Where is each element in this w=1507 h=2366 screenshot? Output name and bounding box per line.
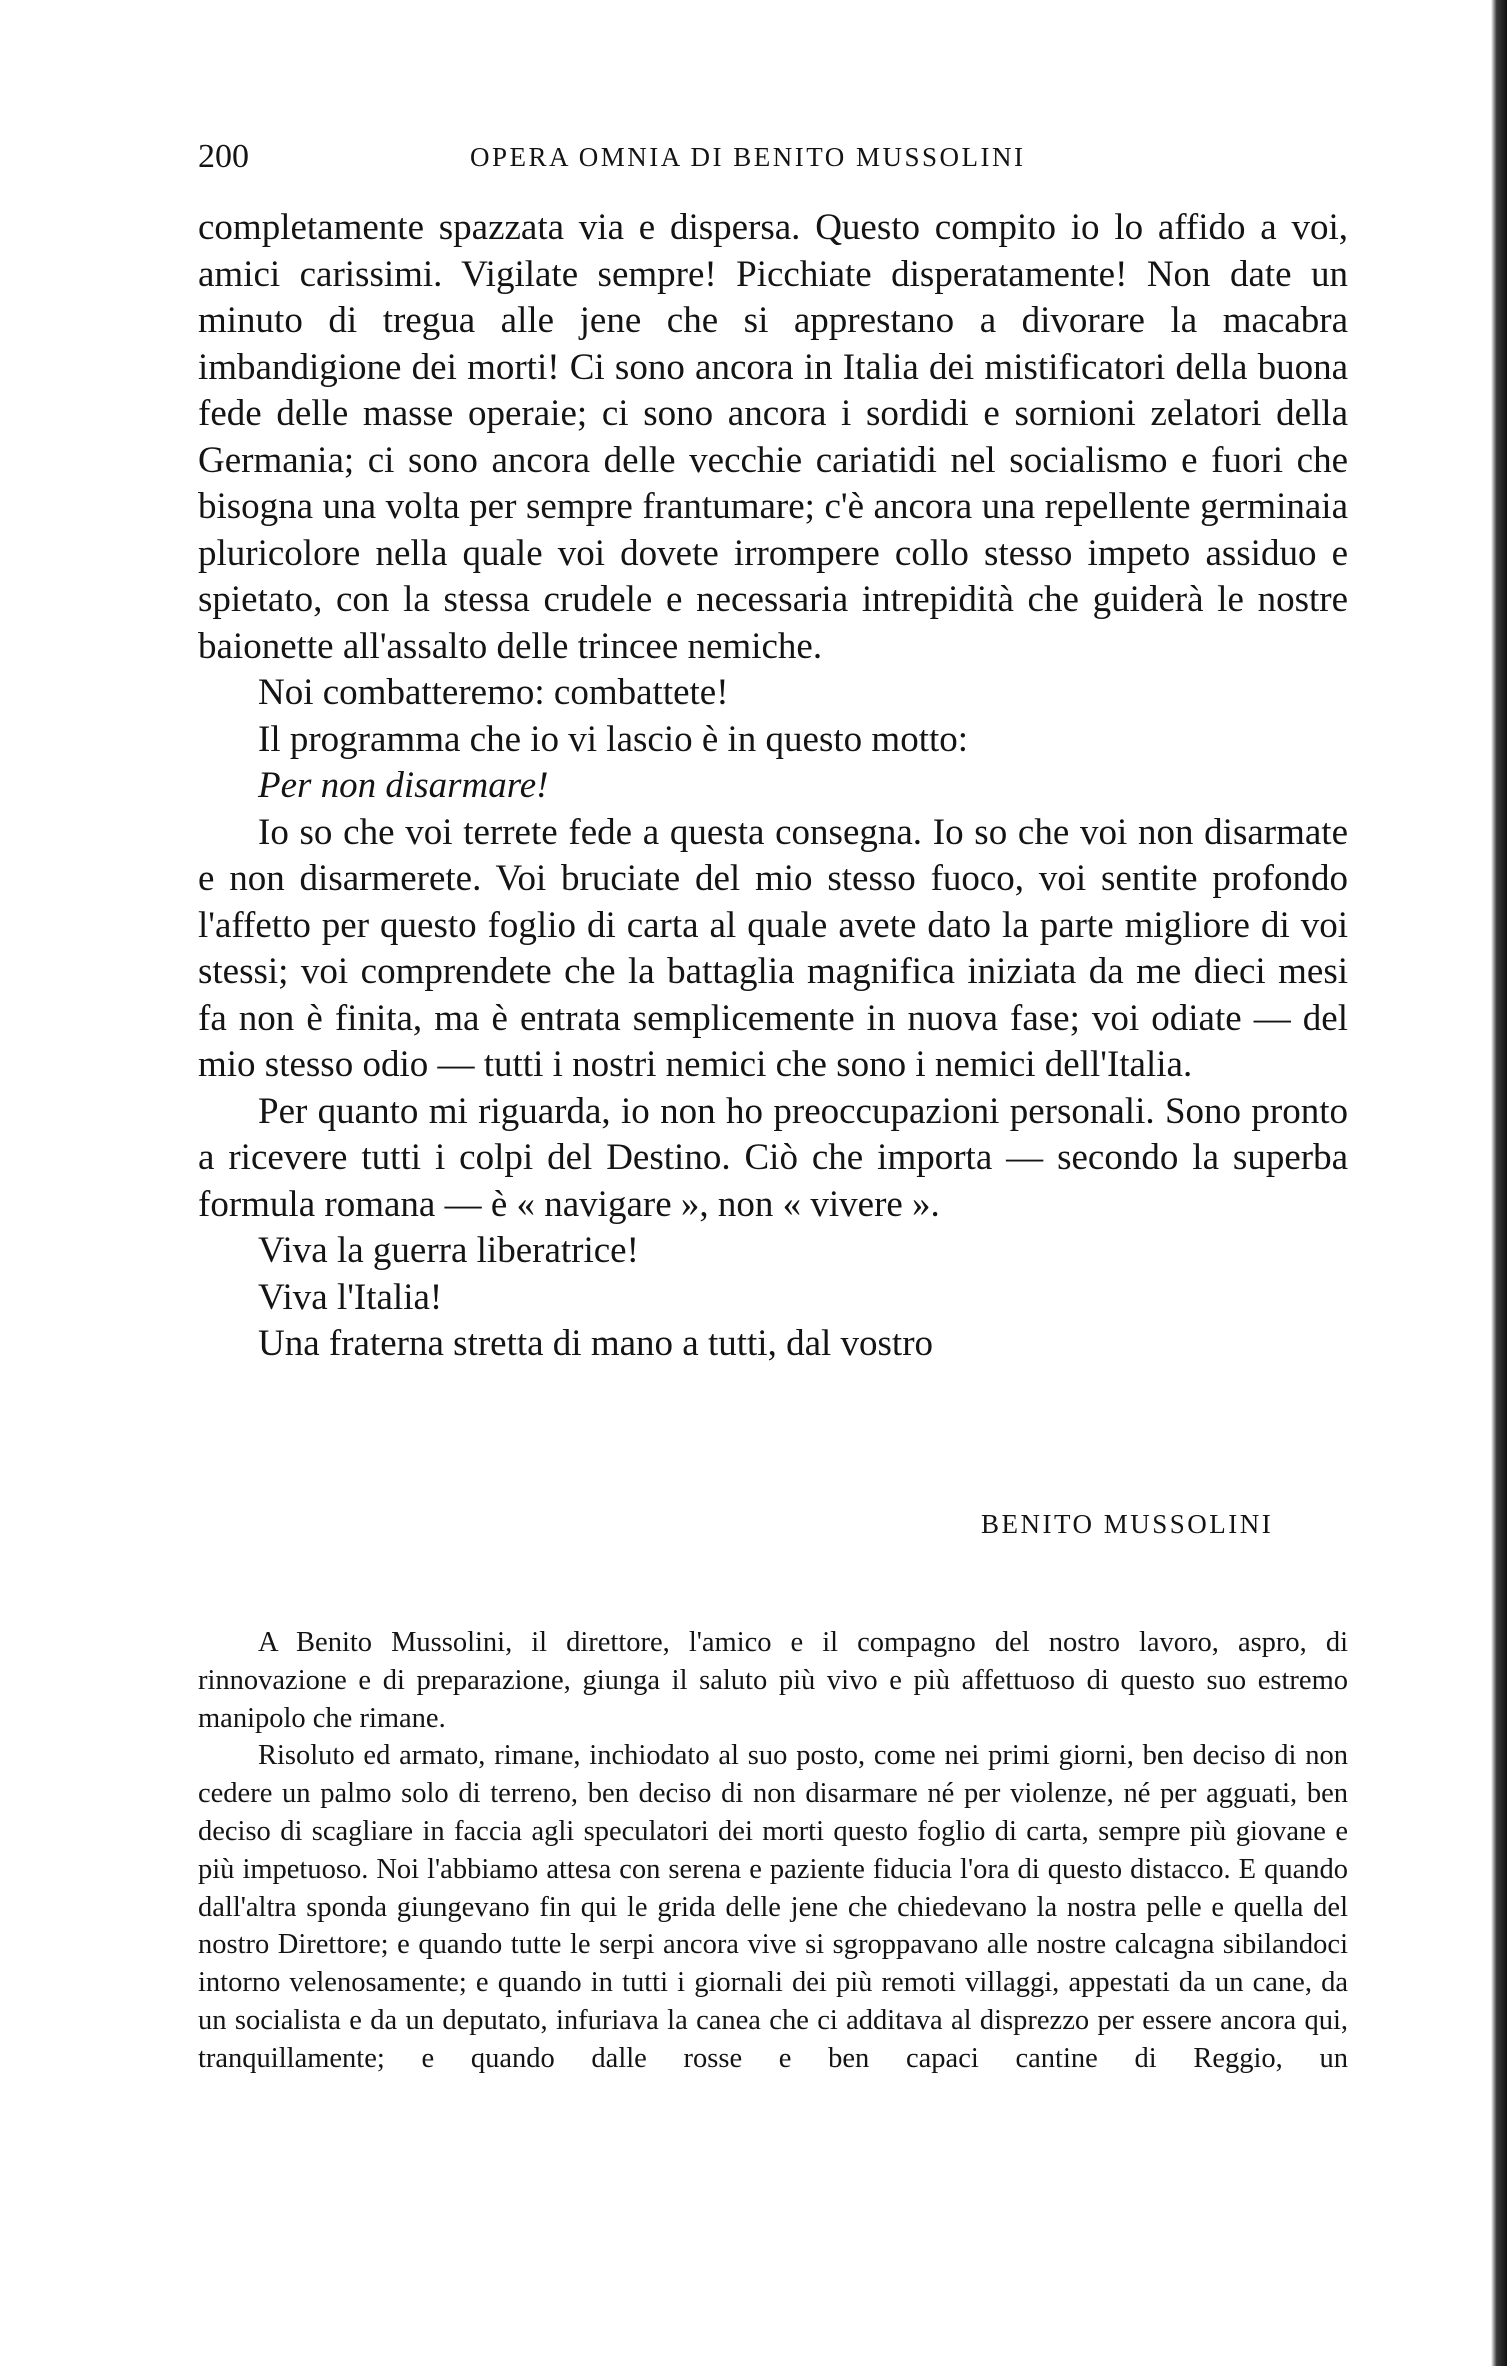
editorial-paragraph: Risoluto ed armato, rimane, inchiodato al suo posto, come nei primi giorni, ben deciso di non cedere un palmo solo di terreno, ben deciso di non disarmare né per violenze, né per agguati, ben deciso di scagliare in faccia agli speculatori dei morti questo foglio di carta, sempre più giovane e più impetuoso. Noi l'abbiamo attesa con serena e paziente fiducia l'ora di questo distacco. E quando dall'altra sponda giungevano fin qui le grida delle jene che chiedevano la nostra pelle e quella del nostro Direttore; e quando tutte le serpi ancora vive si sgroppavano alle nostre calcagna sibilandoci intorno velenosamente; e quando in tutti i giornali dei più remoti villaggi, appestati da un cane, da un socialista e da un deputato, infuriava la canea che ci additava al disprezzo per essere ancora qui, tranquillamente; e quando dalle rosse e ben capaci cantine di Reggio, un: [198, 1740, 1348, 2074]
motto: [198, 763, 1348, 810]
body-paragraph: Viva l'Italia!: [258, 1276, 443, 1318]
editorial-paragraph: A Benito Mussolini, il direttore, l'amico e il compagno del nostro lavoro, aspro, di rinnovazione e di preparazione, giunga il saluto più vivo e più affettuoso di questo suo estremo manipolo che rimane.: [198, 1627, 1348, 1734]
page-number: 200: [198, 138, 249, 175]
signature: BENITO MUSSOLINI: [981, 1509, 1274, 1539]
body-paragraph: Una fraterna stretta di mano a tutti, dal vostro: [258, 1323, 934, 1364]
body-paragraph: completamente spazzata via e dispersa. Questo compito io lo affido a voi, amici carissimi. Vigilate sempre! Picchiate disperatamente! Non date un minuto di tregua alle jene che si apprestano a divorare la macabra imbandigione dei morti! Ci sono ancora in Italia dei mistificatori della buona fede delle masse operaie; ci sono ancora i sordidi e sornioni zelatori della Germania; ci sono ancora delle vecchie cariatidi nel socialismo e fuori che bisogna una volta per sempre frantumare; c'è ancora una repellente germinaia pluricolore nella quale voi dovete irrompere collo stesso impeto assiduo e spietato, con la stessa crudele e necessaria intrepidità che guiderà le nostre baionette all'assalto delle trincee nemiche.: [198, 207, 1348, 667]
body-paragraph: Per quanto mi riguarda, io non ho preoccupazioni personali. Sono pronto a ricevere tutti i colpi del Destino. Ciò che importa — secondo la superba formula romana — è « navigare », non « vivere ».: [198, 1090, 1348, 1225]
running-title: OPERA OMNIA DI BENITO MUSSOLINI: [470, 142, 1026, 172]
main-text: [198, 205, 1348, 1368]
page-edge-shadow: [1491, 0, 1507, 2366]
page-header: [198, 138, 1292, 182]
motto-text: Per non disarmare!: [258, 765, 549, 806]
editorial-note: [198, 1624, 1348, 2078]
body-paragraph: Il programma che io vi lascio è in questo motto:: [258, 718, 969, 760]
body-paragraph: Viva la guerra liberatrice!: [258, 1230, 639, 1271]
body-paragraph: Noi combatteremo: combattete!: [258, 672, 729, 713]
body-paragraph: Io so che voi terrete fede a questa consegna. Io so che voi non disarmate e non disarmerete. Voi bruciate del mio stesso fuoco, voi sentite profondo l'affetto per questo foglio di carta al quale avete dato la parte migliore di voi stessi; voi comprendete che la battaglia magnifica iniziata da me dieci mesi fa non è finita, ma è entrata semplicemente in nuova fase; voi odiate — del mio stesso odio — tutti i nostri nemici che sono i nemici dell'Italia.: [198, 811, 1348, 1085]
